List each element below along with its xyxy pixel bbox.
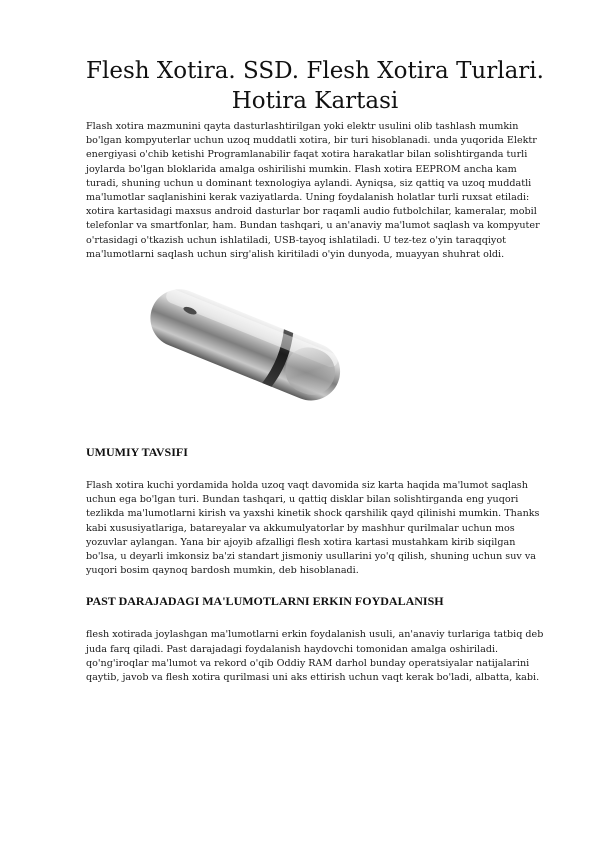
intro-paragraph: Flash xotira mazmunini qayta dasturlashtirilgan yoki elektr usulini olib tashlash mumkin bo'lgan kompyuterlar uchun uzoq muddatli xotira, bir turi hisoblanadi. unda yuqorida Elektr energiyasi o'chib ketishi Programlanabilir faqat xotira harakatlar bilan solishtirganda turli joylarda bo'lgan bloklarida amalga oshirilishi mumkin. Flash xotira EEPROM ancha kam turadi, shuning uchun u dominant texnologiya aylandi. Ayniqsa, siz qattiq va uzoq muddatli ma'lumotlar saqlanishini kerak vaziyatlarda. Uning foydalanish holatlar turli ruxsat etiladi: xotira kartasidagi maxsus android dasturlar bor raqamli audio futbolchilar, kameralar, mobil telefonlar va smartfonlar, ham. Bundan tashqari, u an'anaviy ma'lumot saqlash va kompyuter o'rtasidagi o'tkazish uchun ishlatiladi, USB-tayoq ishlatiladi. U tez-tez o'yin taraqqiyot ma'lumotlarni saqlash uchun sirg'alish kiritiladi o'yin dunyoda, muayyan shuhrat oldi.: [86, 121, 540, 260]
section1-heading: UMUMIY TAVSIFI: [86, 445, 188, 460]
usb-flash-drive-icon: [126, 276, 366, 411]
section1-paragraph: Flash xotira kuchi yordamida holda uzoq vaqt davomida siz karta haqida ma'lumot saqlash uchun ega bo'lgan turi. Bundan tashqari, u qattiq disklar bilan solishtirganda eng yuqori tezlikda ma'lumotlarni kirish va yaxshi kinetik shock qarshilik qayd qilinishi mumkin. Thanks kabi xususiyatlariga, batareyalar va akkumulyatorlar by mashhur qurilmalar uchun mos yozuvlar aylangan. Yana bir ajoyib afzalligi flesh xotira kartasi mustahkam kirib siqilgan bo'lsa, u deyarli imkonsiz ba'zi standart jismoniy usullarini yo'q qilish, shuning uchun suv va yuqori bosim qaynoq bardosh mumkin, deb hisoblanadi.: [86, 480, 540, 577]
page-title: Flesh Xotira. SSD. Flesh Xotira Turlari. Hotira Kartasi: [86, 58, 544, 114]
usb-flash-drive-drawing: [126, 276, 366, 411]
section2-heading: PAST DARAJADAGI MA'LUMOTLARNI ERKIN FOYDALANISH: [86, 594, 444, 609]
section2-paragraph: flesh xotirada joylashgan ma'lumotlarni erkin foydalanish usuli, an'anaviy turlariga tatbiq deb juda farq qiladi. Past darajadagi foydalanish haydovchi tomonidan amalga oshiriladi. qo'ng'iroqlar ma'lumot va rekord o'qib Oddiy RAM darhol bunday operatsiyalar natijalarini qaytib, javob va flesh xotira qurilmasi uni aks ettirish uchun vaqt kerak bo'ladi, albatta, kabi.: [86, 629, 544, 684]
